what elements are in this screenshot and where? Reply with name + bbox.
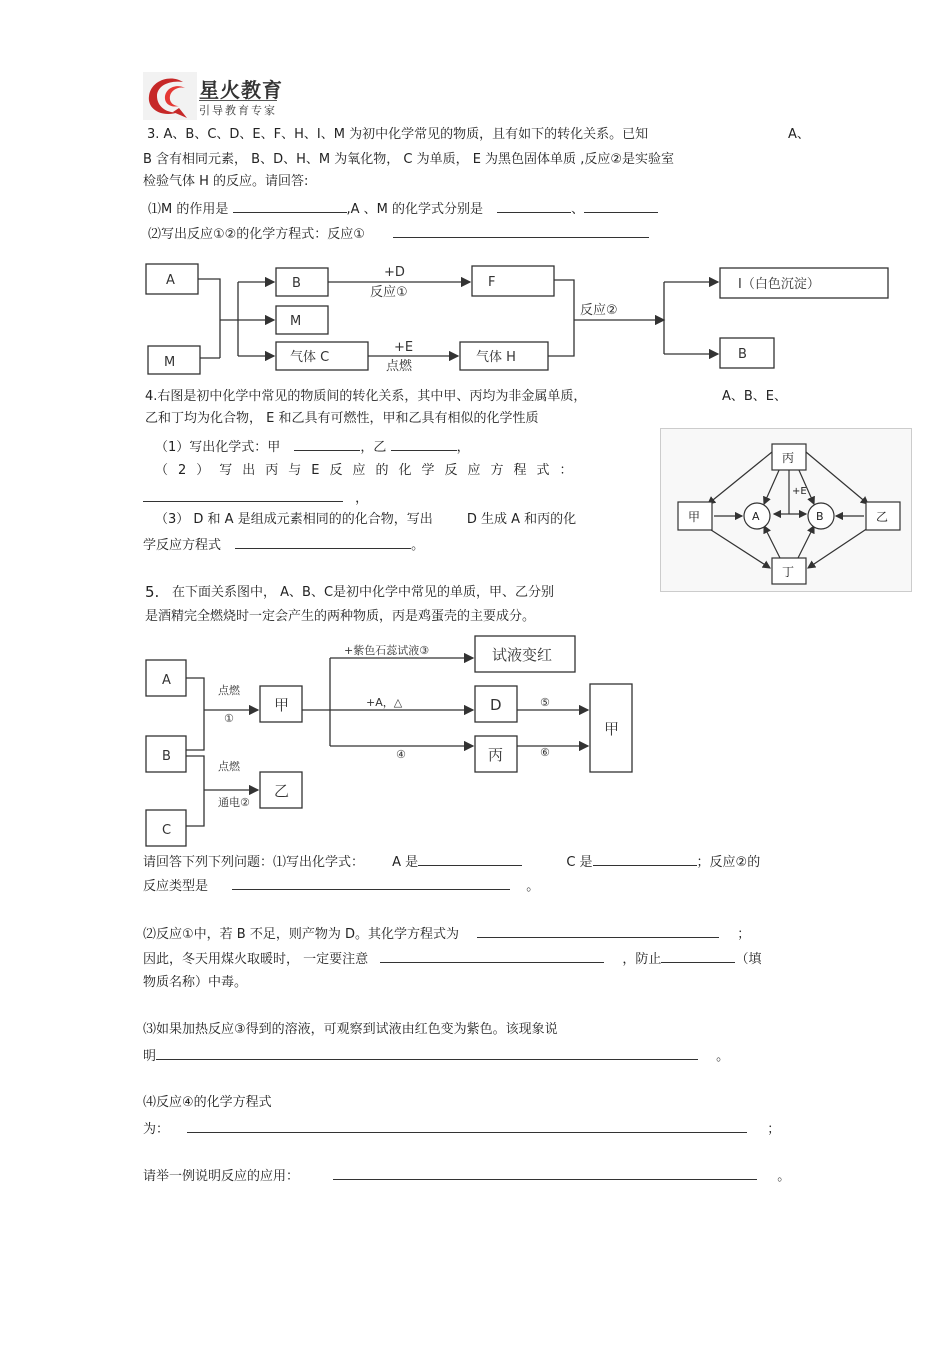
q5-p2-label-d: （填 xyxy=(735,952,762,967)
q5-p5-label: 请举一例说明反应的应用： xyxy=(143,1169,300,1184)
q3-sub2-label: ⑵写出反应①②的化学方程式：反应① xyxy=(148,227,365,242)
q5-line1: 在下面关系图中， A、B、C是初中化学中常见的单质，甲、乙分别 xyxy=(172,585,555,600)
q5-p4-label-b: 为： xyxy=(143,1122,170,1137)
q5-p1-end: 。 xyxy=(526,879,540,894)
q5-answer-c[interactable] xyxy=(593,852,697,866)
q3-box-m-label: M xyxy=(290,314,302,329)
q5-label-6: ⑥ xyxy=(540,746,550,759)
q5-p1-label-c: C 是 xyxy=(566,855,593,870)
q5-p5-end: 。 xyxy=(777,1169,791,1184)
q4-answer-d-to-a[interactable] xyxy=(235,535,411,549)
q5-label-a-heat: +A，△ xyxy=(366,696,403,709)
q5-p3-label-b: 明 xyxy=(143,1049,157,1064)
q5-answer-equation-4[interactable] xyxy=(187,1119,747,1133)
q3-label-ignite: 点燃 xyxy=(386,359,413,374)
q5-p1-line2 xyxy=(143,876,539,896)
q4-label-e: +E xyxy=(792,486,807,497)
q4-sub3-line1 xyxy=(155,511,576,529)
q3-label-r2: 反应② xyxy=(580,303,618,318)
logo xyxy=(143,72,301,120)
logo-title: 星火教育 xyxy=(199,78,283,102)
q4-sub3-label-b: D 生成 A 和丙的化 xyxy=(466,512,577,527)
q3-sub1-label-a: ⑴M 的作用是 xyxy=(148,202,229,217)
q5-p2-line1 xyxy=(143,924,750,944)
q3-answer-m-role[interactable] xyxy=(233,199,347,213)
q4-sub1-label-a: （1）写出化学式：甲 xyxy=(155,440,281,455)
q3-box-b2-label: B xyxy=(738,347,747,362)
q4-sub2: （2）写出丙与E反应的化学反应方程式： xyxy=(155,463,583,478)
q5-p1-line1 xyxy=(143,852,760,872)
q3-answer-a-formula[interactable] xyxy=(497,199,571,213)
q3-line2: B 含有相同元素， B、D、H、M 为氧化物， C 为单质， E 为黑色固体单质 ,反应②是实验室 xyxy=(143,152,674,167)
q3-box-m xyxy=(276,306,328,334)
q4-answer-yi[interactable] xyxy=(391,437,457,451)
q4-node-ding-label: 丁 xyxy=(782,565,795,579)
q3-label-e: +E xyxy=(394,340,414,355)
q3-box-b2 xyxy=(720,338,774,368)
q5-p1-label-a: 请回答下列下列问题：⑴写出化学式： xyxy=(143,855,365,870)
q5-p3-line2 xyxy=(143,1046,729,1066)
q4-line2: 乙和丁均为化合物， E 和乙具有可燃性，甲和乙具有相似的化学性质 xyxy=(145,411,539,426)
q5-box-c-label: C xyxy=(162,823,172,838)
q5-answer-equation-d[interactable] xyxy=(477,924,719,938)
q3-sub1-sep: 、 xyxy=(571,202,585,217)
q3-box-f xyxy=(472,266,554,296)
q5-answer-reaction-type[interactable] xyxy=(232,876,510,890)
q5-box-result-label: 试液变红 xyxy=(492,646,553,664)
q5-label-5: ⑤ xyxy=(540,696,550,709)
q3-line1: 3. A、B、C、D、E、F、H、I、M 为初中化学常见的物质，且有如下的转化关系。已知 xyxy=(147,127,649,142)
q3-line3: 检验气体 H 的反应。请回答: xyxy=(143,174,309,189)
q5-p1-label-d: ；反应②的 xyxy=(696,855,761,870)
q4-sub2-end: ， xyxy=(355,491,369,506)
q5-p2-line2 xyxy=(143,949,761,969)
q5-answer-application[interactable] xyxy=(333,1166,757,1180)
q3-box-f-label: F xyxy=(488,275,496,290)
q3-box-a-label: A xyxy=(166,273,175,288)
q5-label-ignite2: 点燃 xyxy=(218,760,240,773)
q5-p2-end: ； xyxy=(737,927,751,942)
q5-p2-label-a: ⑵反应①中，若 B 不足，则产物为 D。其化学方程式为 xyxy=(143,927,459,942)
q5-p2-label-c: ，防止 xyxy=(622,952,662,967)
logo-subtitle: 引导教育专家 xyxy=(199,100,277,118)
q4-line1-tail: A、B、E、 xyxy=(722,389,788,404)
q3-box-b-label: B xyxy=(292,276,301,291)
q5-box-jia-label: 甲 xyxy=(274,696,290,714)
q5-p4-line1: ⑷反应④的化学方程式 xyxy=(143,1095,272,1110)
q5-p1-label-b: A 是 xyxy=(392,855,419,870)
q3-label-r1: 反应① xyxy=(370,285,408,300)
q4-line1: 4.右图是初中化学中常见的物质间的转化关系，其中甲、丙均为非金属单质， xyxy=(145,389,587,404)
q5-p5-line xyxy=(143,1166,790,1186)
q5-label-4: ④ xyxy=(396,748,406,761)
q5-p4-line2 xyxy=(143,1119,780,1139)
q5-diagram xyxy=(140,630,640,852)
q4-answer-jia[interactable] xyxy=(294,437,360,451)
q4-node-b-label: B xyxy=(816,510,824,523)
q4-node-jia-label: 甲 xyxy=(688,510,701,524)
q5-p3-line1: ⑶如果加热反应③得到的溶液，可观察到试液由红色变为紫色。该现象说 xyxy=(143,1022,558,1037)
q3-box-c-label: 气体 C xyxy=(290,350,330,365)
q4-sub3-label-c: 学反应方程式 xyxy=(143,538,222,553)
q4-node-a-label: A xyxy=(752,510,760,523)
q5-box-d-label: D xyxy=(490,696,502,714)
q5-p2-line3: 物质名称）中毒。 xyxy=(143,975,248,990)
q3-label-d: +D xyxy=(384,265,405,280)
logo-swirl-icon xyxy=(143,72,197,120)
q3-sub1-label-b: ,A 、M 的化学式分别是 xyxy=(346,202,484,217)
q3-diagram xyxy=(140,258,900,378)
q4-sub2-answer-row xyxy=(143,488,368,508)
q5-box-a-label: A xyxy=(162,673,171,688)
q5-answer-explain[interactable] xyxy=(156,1046,698,1060)
q4-sub3-line2 xyxy=(143,535,424,555)
q4-diagram xyxy=(660,428,912,592)
q5-label-ignite1: 点燃 xyxy=(218,684,240,697)
q5-number: 5. xyxy=(145,583,160,601)
q5-box-yi-label: 乙 xyxy=(274,782,290,800)
q3-answer-m-formula[interactable] xyxy=(584,199,658,213)
q4-sub1-label-c: ， xyxy=(456,440,470,455)
q3-answer-reaction1[interactable] xyxy=(393,224,649,238)
q5-box-b-label: B xyxy=(162,749,171,764)
q4-sub3-label-a: （3） D 和 A 是组成元素相同的的化合物，写出 xyxy=(155,512,433,527)
q5-box-jia2-label: 甲 xyxy=(604,720,620,738)
q5-p1-label-e: 反应类型是 xyxy=(143,879,209,894)
q5-box-bing-label: 丙 xyxy=(488,746,504,764)
q3-sub2 xyxy=(148,224,649,244)
q5-answer-attention[interactable] xyxy=(380,949,604,963)
q5-p3-end: 。 xyxy=(716,1049,730,1064)
q5-label-litmus: +紫色石蕊试液③ xyxy=(344,644,430,657)
q4-node-bing-label: 丙 xyxy=(782,451,795,465)
q4-sub3-end: 。 xyxy=(411,538,425,553)
q5-p4-end: ； xyxy=(767,1122,781,1137)
q3-sub1 xyxy=(148,199,658,219)
q4-sub1 xyxy=(155,437,470,457)
q3-box-i-label: I（白色沉淀） xyxy=(738,277,820,292)
q5-label-1: ① xyxy=(224,712,234,725)
q3-box-h-label: 气体 H xyxy=(476,350,516,365)
q3-box-b xyxy=(276,268,328,296)
q3-box-m-left-label: M xyxy=(164,355,176,370)
q5-line2: 是酒精完全燃烧时一定会产生的两种物质，丙是鸡蛋壳的主要成分。 xyxy=(145,609,536,624)
q5-label-elec: 通电② xyxy=(218,796,250,809)
q4-sub1-label-b: ，乙 xyxy=(360,440,387,455)
q5-answer-substance[interactable] xyxy=(661,949,735,963)
q5-answer-a[interactable] xyxy=(418,852,522,866)
q4-answer-bing-e[interactable] xyxy=(143,488,343,502)
q4-node-yi-label: 乙 xyxy=(876,510,889,524)
q3-line1-tail: A、 xyxy=(788,127,810,142)
q5-p2-label-b: 因此，冬天用煤火取暖时， 一定要注意 xyxy=(143,952,369,967)
